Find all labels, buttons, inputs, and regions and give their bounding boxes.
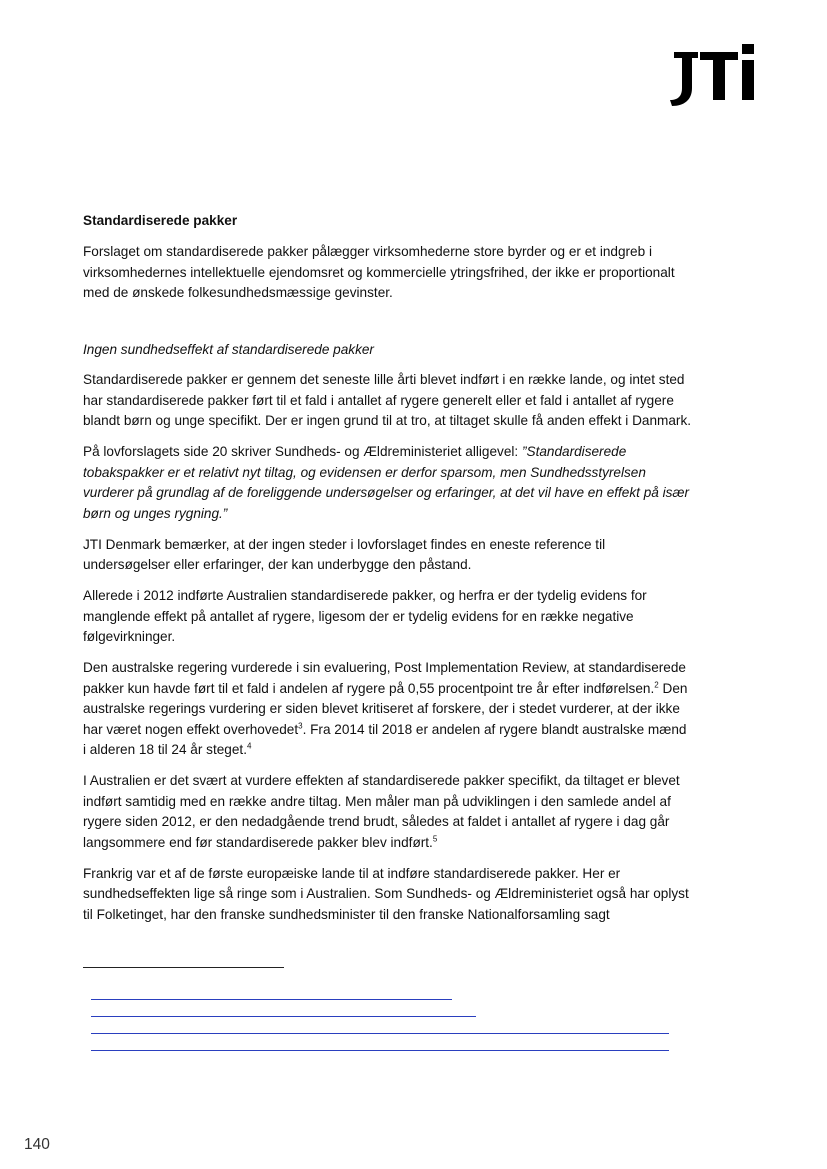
- paragraph-1: Standardiserede pakker er gennem det seneste lille årti blevet indført i en række lande, og intet sted har standardiserede pakker ført til et fald i antallet af rygere generelt eller et fald i antallet af rygere blandt børn og unge specifikt. Der er ingen grund til at tro, at tiltaget skulle få anden effekt i Danmark.: [83, 372, 692, 428]
- paragraph-5: [83, 658, 693, 761]
- page-number: 140: [24, 1136, 50, 1153]
- paragraph-6: [83, 771, 693, 853]
- paragraph-6-text: I Australien er det svært at vurdere effekten af standardiserede pakker specifikt, da tiltaget er blevet indført samtidig med en række andre tiltag. Men måler man på udviklingen i den samlede andel af rygere siden 2012, er den nedadgående trend brudt, således at faldet i antallet af rygere i dag går langsommere end før standardiserede pakker blev indført.: [83, 773, 680, 850]
- intro-paragraph: Forslaget om standardiserede pakker pålægger virksomhederne store byrder og er et indgreb i virksomhedernes intellektuelle ejendomsret og kommercielle ytringsfrihed, der ikke er proportionalt med de ønskede folkesundhedsmæssige gevinster.: [83, 244, 675, 300]
- ministry-quote: ”Standardiserede tobakspakker er et relativt nyt tiltag, og evidensen er derfor sparsom, men Sundhedsstyrelsen vurderer på grundlag af de foreliggende undersøgelser og erfaringer, at det vil have en effekt på især børn og unges rygning.”: [83, 444, 690, 521]
- jti-logo: [668, 42, 758, 108]
- footnote-link-2[interactable]: [91, 999, 452, 1000]
- footnote-ref-5[interactable]: 5: [432, 833, 438, 843]
- section-heading: Standardiserede pakker: [83, 213, 238, 228]
- paragraph-5-text-a: Den australske regering vurderede i sin evaluering, Post Implementation Review, at standardiserede pakker kun havde ført til et fald i andelen af rygere på 0,55 procentpoint tre år efter indførelsen.: [83, 660, 686, 696]
- subsection-heading: Ingen sundhedseffekt af standardiserede pakker: [83, 341, 374, 357]
- paragraph-3: JTI Denmark bemærker, at der ingen steder i lovforslaget findes en eneste reference til undersøgelser eller erfaringer, der kan underbygge den påstand.: [83, 536, 606, 572]
- paragraph-2: [83, 442, 693, 524]
- paragraph-5-text-b: Den australske regerings vurdering er siden blevet kritiseret af forskere, der i stedet vurderer, at der ikke har været nogen effekt overhovedet: [83, 680, 688, 737]
- paragraph-4: Allerede i 2012 indførte Australien standardiserede pakker, og herfra er der tydelig evidens for manglende effekt på antallet af rygere, ligesom der er tydelig evidens for en række negative følgevirkninger.: [83, 588, 647, 644]
- paragraph-5-text-c: . Fra 2014 til 2018 er andelen af rygere blandt australske mænd i alderen 18 til 24 år steget.: [83, 721, 687, 757]
- footnote-link-4[interactable]: [91, 1033, 669, 1034]
- footnote-links: [91, 999, 669, 1067]
- footnote-link-3[interactable]: [91, 1016, 476, 1017]
- footnote-link-5[interactable]: [91, 1050, 669, 1051]
- document-body: [83, 211, 693, 936]
- paragraph-7: Frankrig var et af de første europæiske lande til at indføre standardiserede pakker. Her er sundhedseffekten lige så ringe som i Australien. Som Sundheds- og Ældreministeriet også har oplyst til Folketinget, har den franske sundhedsminister til den franske Nationalforsamling sagt: [83, 865, 689, 922]
- footnote-ref-3[interactable]: 3: [298, 720, 303, 730]
- footnote-separator: [83, 967, 284, 968]
- footnote-ref-2[interactable]: 2: [654, 679, 659, 689]
- paragraph-2-lead: På lovforslagets side 20 skriver Sundheds- og Ældreministeriet alligevel:: [83, 444, 522, 459]
- footnote-ref-4[interactable]: 4: [246, 741, 252, 751]
